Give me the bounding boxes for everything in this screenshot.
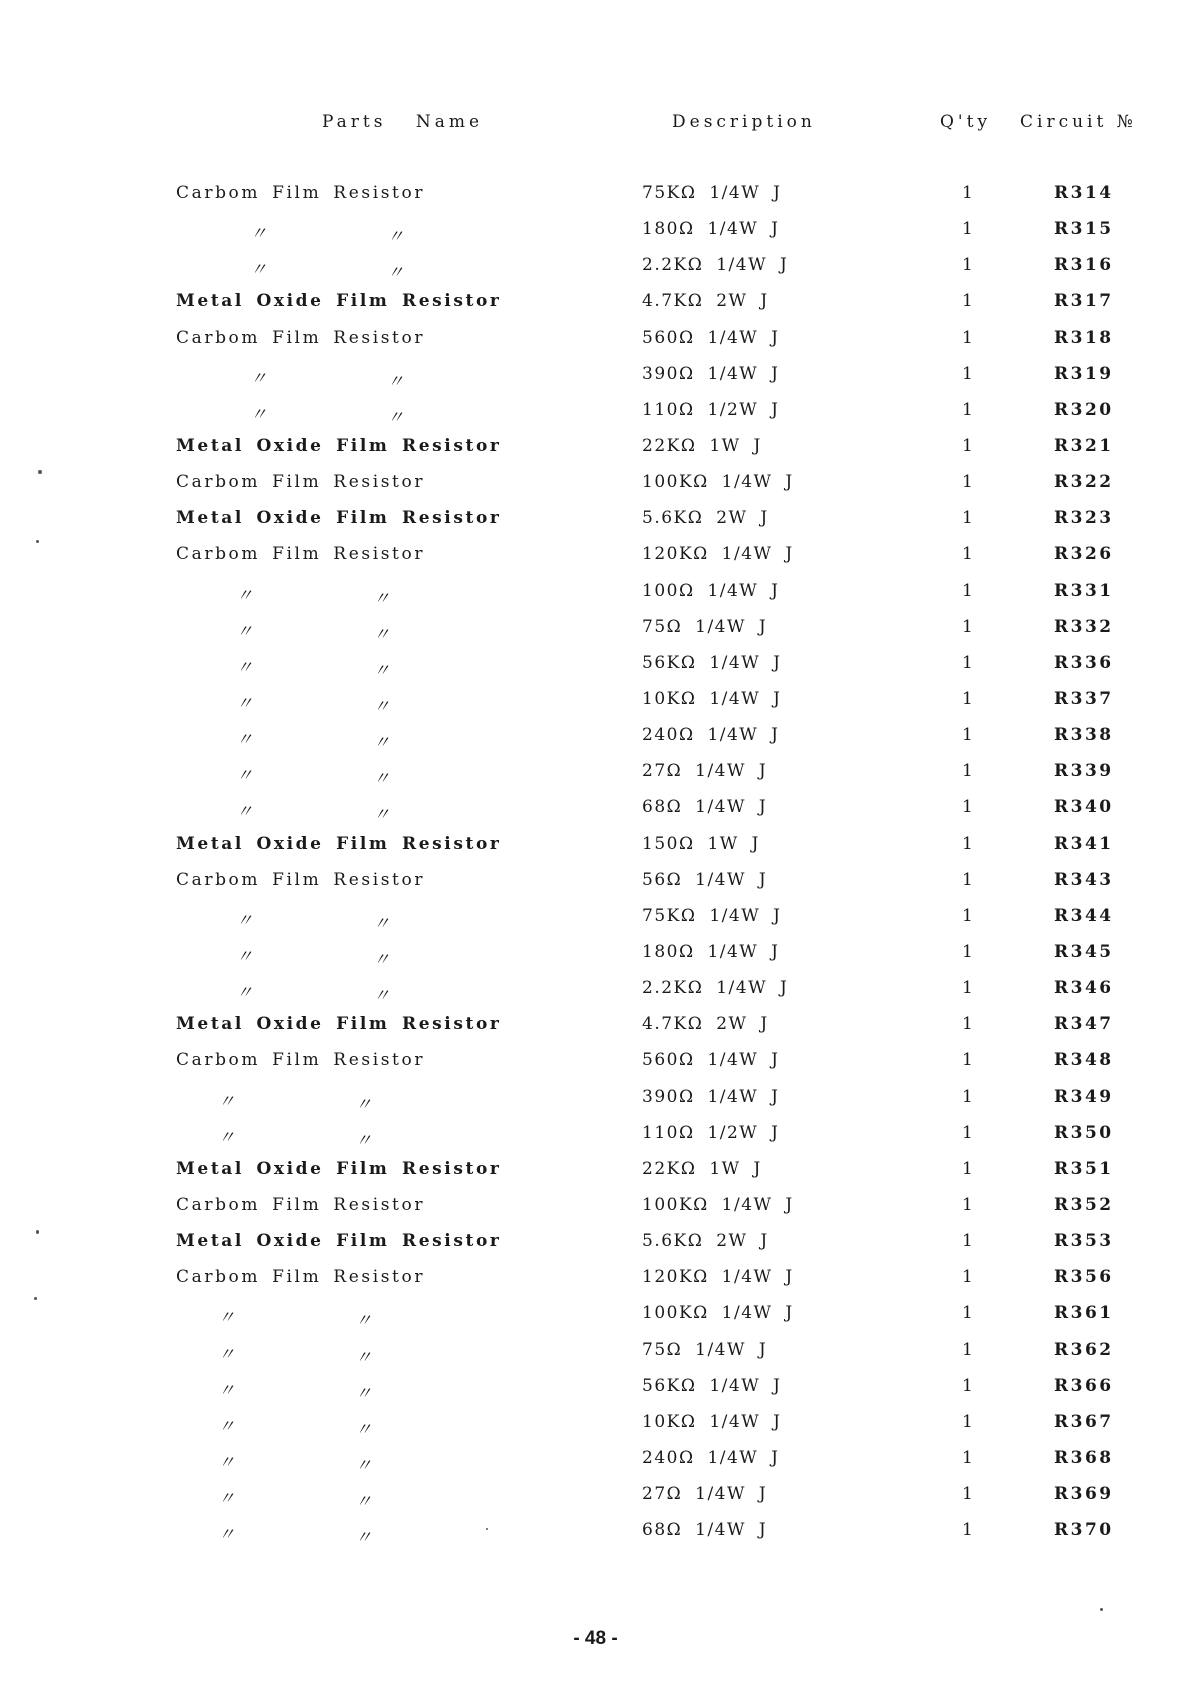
part-description: 120KΩ 1/4W J <box>642 544 794 565</box>
circuit-number: R319 <box>1054 363 1114 384</box>
part-quantity: 1 <box>962 472 973 493</box>
circuit-number: R331 <box>1054 580 1114 601</box>
part-description: 100KΩ 1/4W J <box>642 1303 794 1324</box>
part-description: 10KΩ 1/4W J <box>642 688 782 709</box>
table-row <box>0 1409 1191 1445</box>
ditto-mark: 〃 〃 <box>218 1308 372 1332</box>
part-description: 4.7KΩ 2W J <box>642 291 769 312</box>
scan-speck <box>38 470 42 474</box>
table-row <box>0 361 1191 397</box>
circuit-number: R340 <box>1054 797 1114 818</box>
page-number: - 48 - <box>573 1628 618 1649</box>
circuit-number: R339 <box>1054 761 1114 782</box>
table-row <box>0 1084 1191 1120</box>
part-quantity: 1 <box>962 291 973 312</box>
part-description: 56KΩ 1/4W J <box>642 652 782 673</box>
circuit-number: R343 <box>1054 869 1114 890</box>
table-row <box>0 939 1191 975</box>
part-description: 2.2KΩ 1/4W J <box>642 978 789 999</box>
table-row <box>0 180 1191 216</box>
part-quantity: 1 <box>962 1158 973 1179</box>
circuit-number: R348 <box>1054 1050 1114 1071</box>
ditto-mark: 〃 〃 <box>218 1380 372 1404</box>
scan-speck <box>36 540 39 543</box>
part-description: 4.7KΩ 2W J <box>642 1014 769 1035</box>
table-row <box>0 1120 1191 1156</box>
table-row <box>0 831 1191 867</box>
circuit-number: R353 <box>1054 1231 1114 1252</box>
part-quantity: 1 <box>962 688 973 709</box>
circuit-number: R318 <box>1054 327 1114 348</box>
ditto-mark: 〃 〃 <box>236 585 390 609</box>
table-row <box>0 614 1191 650</box>
circuit-number: R316 <box>1054 255 1114 276</box>
part-description: 240Ω 1/4W J <box>642 725 780 746</box>
circuit-number: R367 <box>1054 1411 1114 1432</box>
part-quantity: 1 <box>962 435 973 456</box>
part-description: 56KΩ 1/4W J <box>642 1375 782 1396</box>
parts-list <box>0 180 1191 1553</box>
table-row <box>0 794 1191 830</box>
part-quantity: 1 <box>962 616 973 637</box>
part-description: 120KΩ 1/4W J <box>642 1267 794 1288</box>
circuit-number: R337 <box>1054 688 1114 709</box>
part-quantity: 1 <box>962 580 973 601</box>
circuit-number: R370 <box>1054 1520 1114 1541</box>
circuit-number: R344 <box>1054 905 1114 926</box>
scan-speck <box>34 1297 37 1300</box>
part-description: 56Ω 1/4W J <box>642 869 768 890</box>
circuit-number: R323 <box>1054 508 1114 529</box>
column-header-parts-name: Parts Name <box>322 112 484 132</box>
part-quantity: 1 <box>962 652 973 673</box>
part-quantity: 1 <box>962 905 973 926</box>
column-header-description: Description <box>672 112 816 132</box>
part-quantity: 1 <box>962 255 973 276</box>
ditto-mark: 〃 〃 <box>250 404 404 428</box>
part-quantity: 1 <box>962 363 973 384</box>
part-quantity: 1 <box>962 941 973 962</box>
table-row <box>0 1047 1191 1083</box>
table-row <box>0 505 1191 541</box>
part-quantity: 1 <box>962 508 973 529</box>
table-row <box>0 650 1191 686</box>
part-description: 100KΩ 1/4W J <box>642 1194 794 1215</box>
part-quantity: 1 <box>962 761 973 782</box>
part-quantity: 1 <box>962 797 973 818</box>
circuit-number: R366 <box>1054 1375 1114 1396</box>
circuit-number: R322 <box>1054 472 1114 493</box>
part-quantity: 1 <box>962 1339 973 1360</box>
ditto-mark: 〃 〃 <box>250 368 404 392</box>
circuit-number: R336 <box>1054 652 1114 673</box>
column-header-qty: Q'ty <box>940 112 992 132</box>
circuit-number: R352 <box>1054 1194 1114 1215</box>
part-description: 560Ω 1/4W J <box>642 327 780 348</box>
part-description: 10KΩ 1/4W J <box>642 1411 782 1432</box>
ditto-mark: 〃 〃 <box>218 1127 372 1151</box>
part-quantity: 1 <box>962 1014 973 1035</box>
ditto-mark: 〃 〃 <box>236 983 390 1007</box>
part-name: Metal Oxide Film Resistor <box>176 1158 502 1179</box>
circuit-number: R356 <box>1054 1267 1114 1288</box>
circuit-number: R350 <box>1054 1122 1114 1143</box>
ditto-mark: 〃 〃 <box>218 1525 372 1549</box>
scan-speck <box>486 1528 488 1530</box>
part-quantity: 1 <box>962 1375 973 1396</box>
part-description: 5.6KΩ 2W J <box>642 508 769 529</box>
part-description: 560Ω 1/4W J <box>642 1050 780 1071</box>
circuit-number: R351 <box>1054 1158 1114 1179</box>
part-name: Metal Oxide Film Resistor <box>176 291 502 312</box>
part-name: Metal Oxide Film Resistor <box>176 435 502 456</box>
part-quantity: 1 <box>962 1194 973 1215</box>
ditto-mark: 〃 〃 <box>250 224 404 248</box>
part-quantity: 1 <box>962 978 973 999</box>
table-row <box>0 469 1191 505</box>
column-header-circuit: Circuit № <box>1020 112 1137 132</box>
part-name: Carbom Film Resistor <box>176 1050 426 1071</box>
part-description: 75KΩ 1/4W J <box>642 183 782 203</box>
part-quantity: 1 <box>962 1122 973 1143</box>
part-description: 150Ω 1W J <box>642 833 760 854</box>
table-row <box>0 433 1191 469</box>
part-description: 68Ω 1/4W J <box>642 797 768 818</box>
circuit-number: R320 <box>1054 399 1114 420</box>
part-quantity: 1 <box>962 1231 973 1252</box>
part-name: Metal Oxide Film Resistor <box>176 1231 502 1252</box>
part-description: 390Ω 1/4W J <box>642 1086 780 1107</box>
circuit-number: R349 <box>1054 1086 1114 1107</box>
part-description: 22KΩ 1W J <box>642 435 762 456</box>
part-description: 180Ω 1/4W J <box>642 941 780 962</box>
circuit-number: R321 <box>1054 435 1114 456</box>
table-row <box>0 541 1191 577</box>
part-quantity: 1 <box>962 869 973 890</box>
part-description: 27Ω 1/4W J <box>642 1484 768 1505</box>
part-description: 180Ω 1/4W J <box>642 219 780 240</box>
circuit-number: R317 <box>1054 291 1114 312</box>
ditto-mark: 〃 〃 <box>218 1452 372 1476</box>
circuit-number: R361 <box>1054 1303 1114 1324</box>
table-row <box>0 1300 1191 1336</box>
part-quantity: 1 <box>962 1520 973 1541</box>
part-quantity: 1 <box>962 833 973 854</box>
part-description: 75Ω 1/4W J <box>642 1339 768 1360</box>
circuit-number: R314 <box>1054 183 1114 203</box>
part-quantity: 1 <box>962 544 973 565</box>
circuit-number: R315 <box>1054 219 1114 240</box>
circuit-number: R362 <box>1054 1339 1114 1360</box>
ditto-mark: 〃 〃 <box>236 802 390 826</box>
circuit-number: R326 <box>1054 544 1114 565</box>
circuit-number: R347 <box>1054 1014 1114 1035</box>
table-row <box>0 722 1191 758</box>
table-row <box>0 1445 1191 1481</box>
table-row <box>0 1517 1191 1553</box>
table-row <box>0 1373 1191 1409</box>
table-row <box>0 1481 1191 1517</box>
scan-speck <box>36 1230 39 1234</box>
table-row <box>0 903 1191 939</box>
part-quantity: 1 <box>962 327 973 348</box>
ditto-mark: 〃 〃 <box>236 657 390 681</box>
table-row <box>0 216 1191 252</box>
part-description: 100Ω 1/4W J <box>642 580 780 601</box>
part-description: 390Ω 1/4W J <box>642 363 780 384</box>
ditto-mark: 〃 〃 <box>250 260 404 284</box>
part-name: Metal Oxide Film Resistor <box>176 1014 502 1035</box>
part-quantity: 1 <box>962 1484 973 1505</box>
part-description: 110Ω 1/2W J <box>642 399 780 420</box>
part-description: 75Ω 1/4W J <box>642 616 768 637</box>
circuit-number: R341 <box>1054 833 1114 854</box>
table-row <box>0 578 1191 614</box>
ditto-mark: 〃 〃 <box>236 910 390 934</box>
part-quantity: 1 <box>962 725 973 746</box>
table-row <box>0 397 1191 433</box>
part-name: Carbom Film Resistor <box>176 869 426 890</box>
table-row <box>0 686 1191 722</box>
part-quantity: 1 <box>962 1411 973 1432</box>
table-row <box>0 1192 1191 1228</box>
part-quantity: 1 <box>962 183 973 203</box>
table-row <box>0 1011 1191 1047</box>
part-description: 2.2KΩ 1/4W J <box>642 255 789 276</box>
part-name: Carbom Film Resistor <box>176 183 426 203</box>
part-quantity: 1 <box>962 219 973 240</box>
ditto-mark: 〃 〃 <box>218 1416 372 1440</box>
circuit-number: R345 <box>1054 941 1114 962</box>
table-row <box>0 1156 1191 1192</box>
part-quantity: 1 <box>962 1050 973 1071</box>
ditto-mark: 〃 〃 <box>236 621 390 645</box>
part-description: 5.6KΩ 2W J <box>642 1231 769 1252</box>
part-description: 22KΩ 1W J <box>642 1158 762 1179</box>
part-description: 27Ω 1/4W J <box>642 761 768 782</box>
table-row <box>0 867 1191 903</box>
part-quantity: 1 <box>962 1447 973 1468</box>
table-row <box>0 252 1191 288</box>
table-row <box>0 325 1191 361</box>
part-name: Carbom Film Resistor <box>176 472 426 493</box>
part-name: Carbom Film Resistor <box>176 1194 426 1215</box>
circuit-number: R332 <box>1054 616 1114 637</box>
ditto-mark: 〃 〃 <box>218 1344 372 1368</box>
scan-speck <box>1100 1608 1103 1611</box>
circuit-number: R338 <box>1054 725 1114 746</box>
part-name: Carbom Film Resistor <box>176 544 426 565</box>
ditto-mark: 〃 〃 <box>236 693 390 717</box>
part-quantity: 1 <box>962 399 973 420</box>
table-row <box>0 1228 1191 1264</box>
part-name: Carbom Film Resistor <box>176 327 426 348</box>
part-description: 68Ω 1/4W J <box>642 1520 768 1541</box>
table-row <box>0 288 1191 324</box>
table-row <box>0 975 1191 1011</box>
part-quantity: 1 <box>962 1086 973 1107</box>
table-row <box>0 1337 1191 1373</box>
part-quantity: 1 <box>962 1267 973 1288</box>
part-quantity: 1 <box>962 1303 973 1324</box>
part-description: 240Ω 1/4W J <box>642 1447 780 1468</box>
circuit-number: R368 <box>1054 1447 1114 1468</box>
circuit-number: R369 <box>1054 1484 1114 1505</box>
table-row <box>0 758 1191 794</box>
circuit-number: R346 <box>1054 978 1114 999</box>
part-name: Carbom Film Resistor <box>176 1267 426 1288</box>
table-row <box>0 1264 1191 1300</box>
ditto-mark: 〃 〃 <box>236 946 390 970</box>
part-description: 100KΩ 1/4W J <box>642 472 794 493</box>
part-name: Metal Oxide Film Resistor <box>176 833 502 854</box>
ditto-mark: 〃 〃 <box>236 730 390 754</box>
ditto-mark: 〃 〃 <box>218 1091 372 1115</box>
ditto-mark: 〃 〃 <box>236 766 390 790</box>
ditto-mark: 〃 〃 <box>218 1489 372 1513</box>
part-description: 110Ω 1/2W J <box>642 1122 780 1143</box>
part-name: Metal Oxide Film Resistor <box>176 508 502 529</box>
part-description: 75KΩ 1/4W J <box>642 905 782 926</box>
